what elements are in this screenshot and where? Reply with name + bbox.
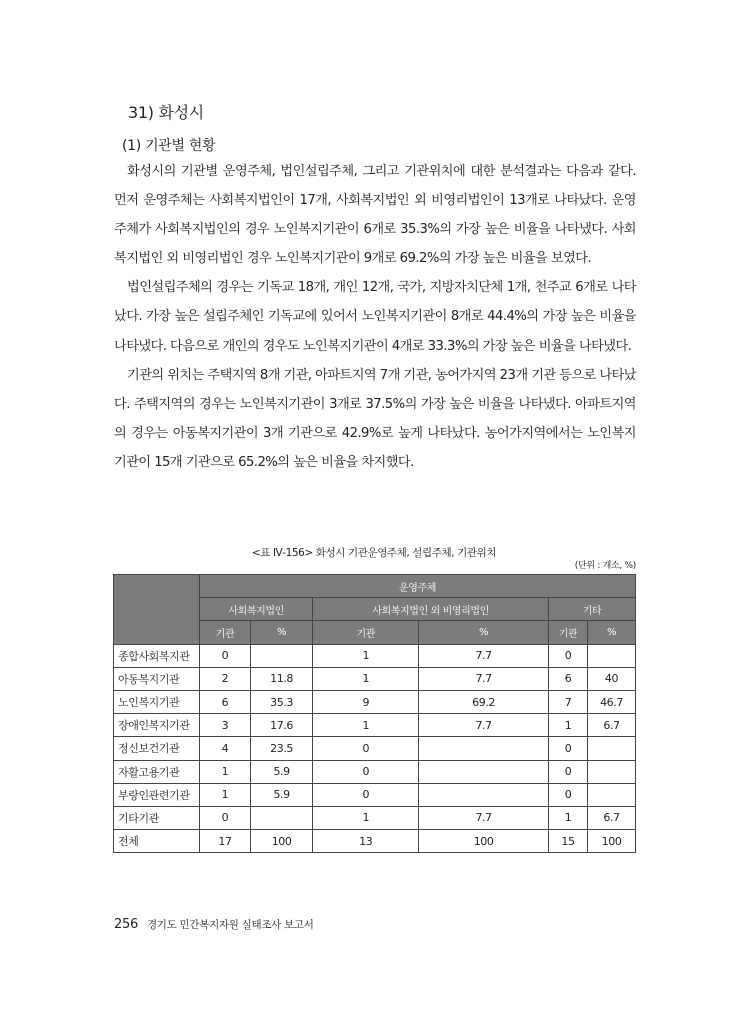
- table-cell: 5.9: [250, 760, 312, 783]
- paragraph: 화성시의 기관별 운영주체, 법인설립주체, 그리고 기관위치에 대한 분석결과는 다음과 같다. 먼저 운영주체는 사회복지법인이 17개, 사회복지법인 외 비영리법인이 13개로 나타났다. 운영주체가 사회복지법인의 경우 노인복지기관이 6개로 35.3%의 가장 높은 비율을 나타냈다. 사회복지법인 외 비영리법인 경우 노인복지기관이 9개로 69.2%의 가장 높은 비율을 보였다.: [114, 164, 636, 267]
- table-row: [114, 830, 636, 853]
- page-number: 256: [114, 917, 138, 932]
- table-cell: 2: [200, 667, 251, 690]
- table-cell: [419, 760, 549, 783]
- column-header: 기관: [548, 621, 587, 644]
- table-cell: [250, 806, 312, 829]
- table-cell: 1: [313, 667, 419, 690]
- table-cell: [419, 783, 549, 806]
- row-label: 노인복지기관: [114, 690, 200, 713]
- table-cell: 4: [200, 737, 251, 760]
- table-cell: 69.2: [419, 690, 549, 713]
- paragraph: 기관의 위치는 주택지역 8개 기관, 아파트지역 7개 기관, 농어가지역 23개 기관 등으로 나타났다. 주택지역의 경우는 노인복지기관이 3개로 37.5%의 가장 높은 비율을 나타냈다. 아파트지역의 경우는 아동복지기관이 3개 기관으로 42.9%로 높게 나타났다. 농어가지역에서는 노인복지기관이 15개 기관으로 65.2%의 높은 비율을 차지했다.: [114, 367, 636, 470]
- table-cell: 5.9: [250, 783, 312, 806]
- table-cell: 1: [548, 806, 587, 829]
- table-cell: 15: [548, 830, 587, 853]
- report-title: 경기도 민간복지자원 실태조사 보고서: [146, 919, 314, 931]
- data-table: [113, 574, 636, 853]
- sub-title: (1) 기관별 현황: [122, 138, 216, 154]
- sub-header: 사회복지법인 외 비영리법인: [313, 598, 549, 621]
- table-cell: 0: [548, 783, 587, 806]
- table-cell: 9: [313, 690, 419, 713]
- table-cell: 0: [548, 644, 587, 667]
- row-label: 전체: [114, 830, 200, 853]
- table-cell: 17: [200, 830, 251, 853]
- table-cell: 7.7: [419, 714, 549, 737]
- row-label: 기타기관: [114, 806, 200, 829]
- table-cell: 1: [313, 714, 419, 737]
- table-row: [114, 737, 636, 760]
- row-label: 자활고용기관: [114, 760, 200, 783]
- table-cell: 0: [548, 760, 587, 783]
- page-footer: [114, 917, 314, 932]
- table-cell: 100: [419, 830, 549, 853]
- table-cell: 0: [548, 737, 587, 760]
- row-label: 부랑인관련기관: [114, 783, 200, 806]
- table-cell: 7: [548, 690, 587, 713]
- table-cell: 100: [250, 830, 312, 853]
- table-cell: 11.8: [250, 667, 312, 690]
- table-cell: 7.7: [419, 644, 549, 667]
- table-row: [114, 667, 636, 690]
- row-label: 장애인복지기관: [114, 714, 200, 737]
- table-cell: 17.6: [250, 714, 312, 737]
- table-cell: 46.7: [588, 690, 636, 713]
- table-cell: 6: [200, 690, 251, 713]
- table-cell: 3: [200, 714, 251, 737]
- table-cell: [250, 644, 312, 667]
- table-cell: 6.7: [588, 714, 636, 737]
- table-cell: 1: [313, 644, 419, 667]
- table-cell: 0: [200, 644, 251, 667]
- table-body: [114, 644, 636, 853]
- table-row: [114, 760, 636, 783]
- table-cell: 1: [200, 783, 251, 806]
- column-header: %: [419, 621, 549, 644]
- table-row: [114, 644, 636, 667]
- unit-note: (단위 : 개소, %): [574, 561, 636, 571]
- row-label: 종합사회복지관: [114, 644, 200, 667]
- table-cell: 23.5: [250, 737, 312, 760]
- table-cell: 6.7: [588, 806, 636, 829]
- table-cell: 40: [588, 667, 636, 690]
- table-row: [114, 690, 636, 713]
- table-cell: 7.7: [419, 667, 549, 690]
- table-row: [114, 806, 636, 829]
- sub-header: 사회복지법인: [200, 598, 313, 621]
- table-cell: 0: [313, 737, 419, 760]
- table-cell: 6: [548, 667, 587, 690]
- table-cell: 35.3: [250, 690, 312, 713]
- section-title: 31) 화성시: [128, 103, 204, 122]
- group-header: 운영주체: [200, 575, 636, 598]
- column-header: %: [250, 621, 312, 644]
- table-cell: 0: [313, 760, 419, 783]
- table-row: [114, 783, 636, 806]
- table-row: [114, 714, 636, 737]
- row-label: 아동복지기관: [114, 667, 200, 690]
- column-header: 기관: [313, 621, 419, 644]
- sub-header: 기타: [548, 598, 635, 621]
- column-header: %: [588, 621, 636, 644]
- table-cell: [588, 760, 636, 783]
- body-text: [114, 157, 636, 477]
- table-cell: [419, 737, 549, 760]
- table-cell: 13: [313, 830, 419, 853]
- table-cell: 7.7: [419, 806, 549, 829]
- table-cell: [588, 737, 636, 760]
- table-cell: 0: [313, 783, 419, 806]
- table-caption: <표 Ⅳ-156> 화성시 기관운영주체, 설립주체, 기관위치: [251, 547, 497, 559]
- table-cell: 1: [548, 714, 587, 737]
- table-cell: 0: [200, 806, 251, 829]
- table-cell: 1: [313, 806, 419, 829]
- empty-corner-cell: [114, 575, 200, 645]
- table-cell: [588, 644, 636, 667]
- row-label: 정신보건기관: [114, 737, 200, 760]
- table-cell: [588, 783, 636, 806]
- table-cell: 1: [200, 760, 251, 783]
- column-header: 기관: [200, 621, 251, 644]
- paragraph: 법인설립주체의 경우는 기독교 18개, 개인 12개, 국가, 지방자치단체 1개, 천주교 6개로 나타났다. 가장 높은 설립주체인 기독교에 있어서 노인복지기관이 8개로 44.4%의 가장 높은 비율을 나타냈다. 다음으로 개인의 경우도 노인복지기관이 4개로 33.3%의 가장 높은 비율을 나타냈다.: [114, 280, 636, 354]
- table-cell: 100: [588, 830, 636, 853]
